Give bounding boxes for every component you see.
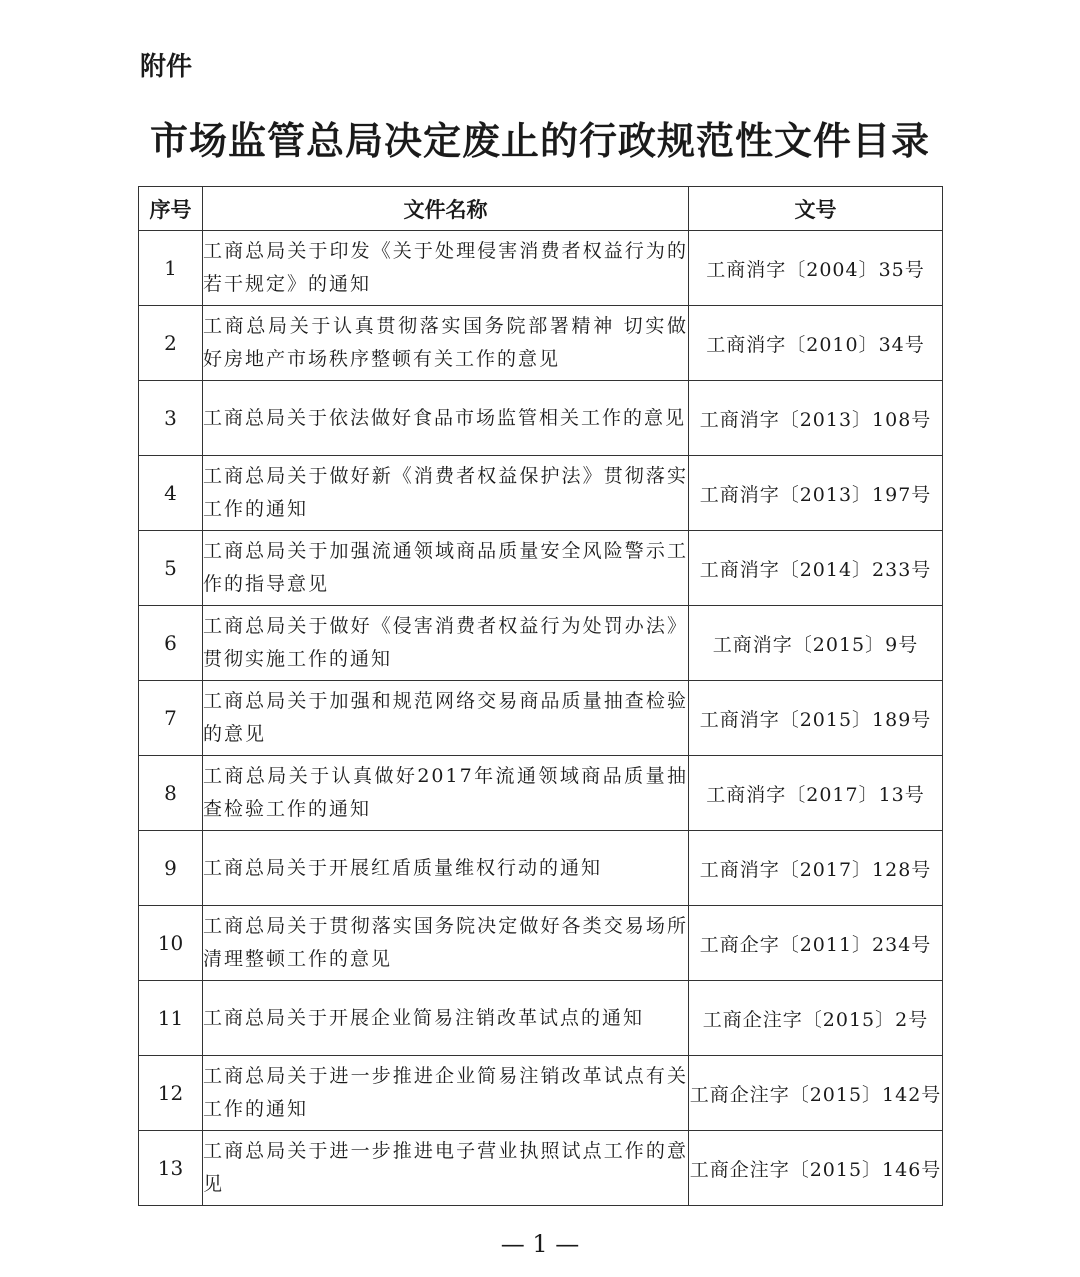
document-name-cell: 工商总局关于加强和规范网络交易商品质量抽查检验的意见 <box>203 681 689 756</box>
document-number-cell: 工商企注字〔2015〕2号 <box>689 981 943 1056</box>
document-number-cell: 工商消字〔2004〕35号 <box>689 231 943 306</box>
table-row <box>139 381 943 456</box>
serial-number-cell: 1 <box>139 231 203 306</box>
document-number-cell: 工商企字〔2011〕234号 <box>689 906 943 981</box>
document-number-cell: 工商消字〔2017〕128号 <box>689 831 943 906</box>
page-number: — 1 — <box>500 1230 580 1258</box>
header-document-number: 文号 <box>689 187 943 231</box>
document-number-cell: 工商消字〔2013〕197号 <box>689 456 943 531</box>
document-name-cell: 工商总局关于依法做好食品市场监管相关工作的意见 <box>203 381 689 456</box>
serial-number-cell: 11 <box>139 981 203 1056</box>
document-number-cell: 工商消字〔2010〕34号 <box>689 306 943 381</box>
serial-number-cell: 4 <box>139 456 203 531</box>
table-row <box>139 681 943 756</box>
table-row <box>139 756 943 831</box>
table-row <box>139 981 943 1056</box>
serial-number-cell: 13 <box>139 1131 203 1206</box>
document-name-cell: 工商总局关于做好新《消费者权益保护法》贯彻落实工作的通知 <box>203 456 689 531</box>
table-row <box>139 531 943 606</box>
document-catalog-table <box>138 186 943 1206</box>
table-row <box>139 306 943 381</box>
table-header-row <box>139 187 943 231</box>
table-row <box>139 906 943 981</box>
document-number-cell: 工商消字〔2015〕9号 <box>689 606 943 681</box>
document-name-cell: 工商总局关于开展红盾质量维权行动的通知 <box>203 831 689 906</box>
document-number-cell: 工商消字〔2013〕108号 <box>689 381 943 456</box>
document-name-cell: 工商总局关于贯彻落实国务院决定做好各类交易场所清理整顿工作的意见 <box>203 906 689 981</box>
table-row <box>139 1131 943 1206</box>
document-name-cell: 工商总局关于进一步推进电子营业执照试点工作的意见 <box>203 1131 689 1206</box>
header-serial-number: 序号 <box>139 187 203 231</box>
document-number-cell: 工商企注字〔2015〕142号 <box>689 1056 943 1131</box>
serial-number-cell: 7 <box>139 681 203 756</box>
serial-number-cell: 6 <box>139 606 203 681</box>
header-document-name: 文件名称 <box>203 187 689 231</box>
document-name-cell: 工商总局关于加强流通领域商品质量安全风险警示工作的指导意见 <box>203 531 689 606</box>
document-number-cell: 工商消字〔2014〕233号 <box>689 531 943 606</box>
document-name-cell: 工商总局关于进一步推进企业简易注销改革试点有关工作的通知 <box>203 1056 689 1131</box>
document-name-cell: 工商总局关于做好《侵害消费者权益行为处罚办法》贯彻实施工作的通知 <box>203 606 689 681</box>
serial-number-cell: 10 <box>139 906 203 981</box>
document-number-cell: 工商消字〔2017〕13号 <box>689 756 943 831</box>
document-number-cell: 工商消字〔2015〕189号 <box>689 681 943 756</box>
document-name-cell: 工商总局关于印发《关于处理侵害消费者权益行为的若干规定》的通知 <box>203 231 689 306</box>
document-number-cell: 工商企注字〔2015〕146号 <box>689 1131 943 1206</box>
serial-number-cell: 3 <box>139 381 203 456</box>
document-name-cell: 工商总局关于认真做好2017年流通领域商品质量抽查检验工作的通知 <box>203 756 689 831</box>
serial-number-cell: 12 <box>139 1056 203 1131</box>
serial-number-cell: 5 <box>139 531 203 606</box>
serial-number-cell: 2 <box>139 306 203 381</box>
attachment-label: 附件 <box>140 52 193 82</box>
table-row <box>139 831 943 906</box>
serial-number-cell: 8 <box>139 756 203 831</box>
serial-number-cell: 9 <box>139 831 203 906</box>
table-row <box>139 606 943 681</box>
table-row <box>139 456 943 531</box>
table-row <box>139 1056 943 1131</box>
document-name-cell: 工商总局关于认真贯彻落实国务院部署精神 切实做好房地产市场秩序整顿有关工作的意见 <box>203 306 689 381</box>
document-name-cell: 工商总局关于开展企业简易注销改革试点的通知 <box>203 981 689 1056</box>
table-row <box>139 231 943 306</box>
page-title: 市场监管总局决定废止的行政规范性文件目录 <box>149 118 930 163</box>
